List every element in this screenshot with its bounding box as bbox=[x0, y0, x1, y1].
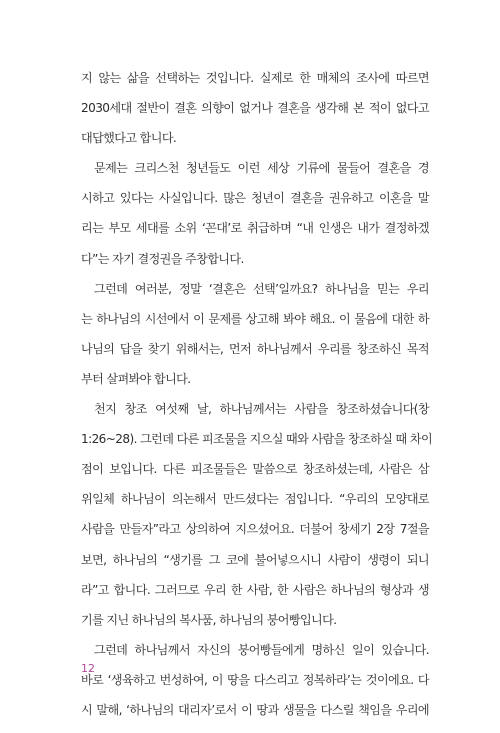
text-line: 2030세대 절반이 결혼 의향이 없거나 결혼을 생각해 본 적이 없다고 bbox=[81, 101, 429, 116]
text-line: 지 않는 삶을 선택하는 것입니다. 실제로 한 매체의 조사에 따르면 bbox=[81, 71, 429, 85]
text-line: 그런데 여러분, 정말 ‘결혼은 선택’일까요? 하나님을 믿는 우리 bbox=[94, 281, 429, 296]
text-line: 그런데 하나님께서 자신의 붕어빵들에게 명하신 일이 있습니다. bbox=[94, 642, 429, 657]
text-line: 리는 부모 세대를 소위 ‘꼰대’로 취급하며 “내 인생은 내가 결정하겠 bbox=[81, 221, 429, 236]
text-line: 문제는 크리스천 청년들도 이런 세상 기류에 물들어 결혼을 경 bbox=[94, 161, 429, 176]
text-line: 는 하나님의 시선에서 이 문제를 상고해 봐야 해요. 이 물음에 대한 하 bbox=[81, 311, 429, 326]
text-line: 사람을 만들자”라고 상의하여 지으셨어요. 더불어 창세기 2장 7절을 bbox=[81, 522, 429, 537]
page-number: 12 bbox=[81, 662, 95, 675]
text-line: 점이 보입니다. 다른 피조물들은 말씀으로 창조하셨는데, 사람은 삼 bbox=[81, 462, 429, 477]
text-line: 기를 지닌 하나님의 복사품, 하나님의 붕어빵입니다. bbox=[81, 612, 337, 627]
text-line: 라”고 합니다. 그러므로 우리 한 사람, 한 사람은 하나님의 형상과 생 bbox=[81, 582, 429, 597]
text-line: 시 말해, ‘하나님의 대리자’로서 이 땅과 생물을 다스릴 책임을 우리에 bbox=[81, 702, 429, 717]
text-line: 대답했다고 합니다. bbox=[81, 131, 177, 146]
text-line: 1:26~28). 그런데 다른 피조물을 지으실 때와 사람을 창조하실 때 차이 bbox=[81, 432, 433, 447]
text-line: 보면, 하나님의 “생기를 그 코에 불어넣으시니 사람이 생령이 되니 bbox=[81, 552, 429, 567]
text-line: 시하고 있다는 사실입니다. 많은 청년이 결혼을 권유하고 이혼을 말 bbox=[81, 191, 429, 206]
text-line: 나님의 답을 찾기 위해서는, 먼저 하나님께서 우리를 창조하신 목적 bbox=[81, 341, 429, 356]
text-line: 다”는 자기 결정권을 주창합니다. bbox=[81, 251, 244, 266]
text-line: 부터 살펴봐야 합니다. bbox=[81, 371, 191, 386]
text-line: 바로 ‘생육하고 번성하여, 이 땅을 다스리고 정복하라’는 것이에요. 다 bbox=[81, 672, 429, 687]
text-line: 위일체 하나님이 의논해서 만드셨다는 점입니다. “우리의 모양대로 bbox=[81, 492, 429, 507]
text-line: 천지 창조 여섯째 날, 하나님께서는 사람을 창조하셨습니다(창 bbox=[94, 402, 429, 417]
body-text bbox=[81, 63, 433, 725]
